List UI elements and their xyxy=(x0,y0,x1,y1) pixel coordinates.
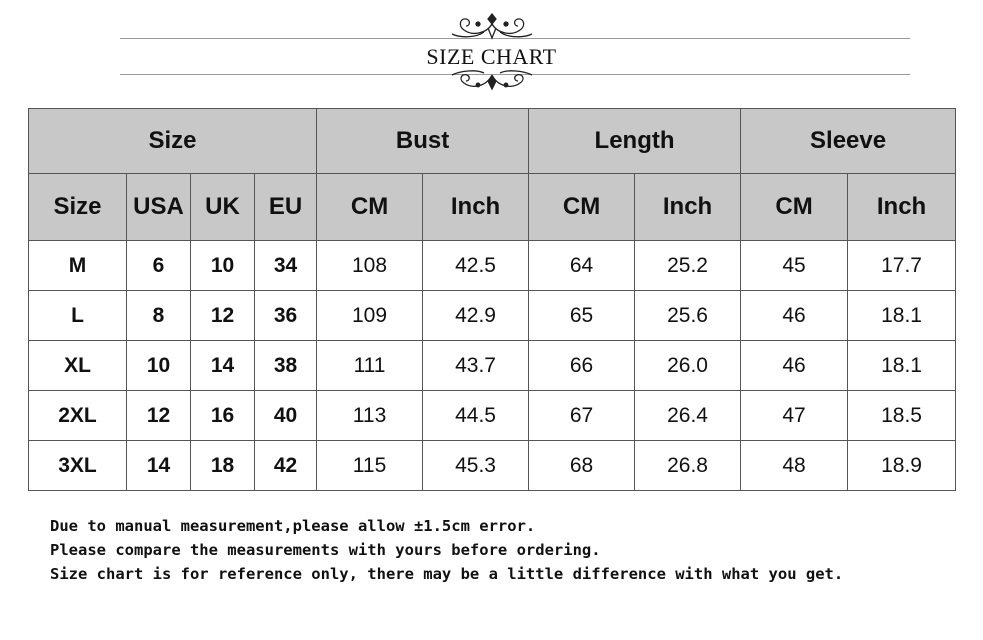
table-cell: 17.7 xyxy=(848,241,956,291)
page-title: SIZE CHART xyxy=(426,44,557,69)
table-cell: 48 xyxy=(741,441,848,491)
table-cell: 115 xyxy=(317,441,423,491)
table-cell: 66 xyxy=(529,341,635,391)
table-cell: 3XL xyxy=(29,441,127,491)
group-header-sleeve: Sleeve xyxy=(741,109,956,174)
table-cell: 64 xyxy=(529,241,635,291)
size-chart-table xyxy=(28,108,956,491)
table-cell: 14 xyxy=(191,341,255,391)
column-header: CM xyxy=(529,174,635,241)
table-cell: 6 xyxy=(127,241,191,291)
group-header-row xyxy=(29,109,956,174)
table-row xyxy=(29,391,956,441)
column-header: Inch xyxy=(635,174,741,241)
table-cell: 16 xyxy=(191,391,255,441)
table-row xyxy=(29,441,956,491)
table-cell: 26.0 xyxy=(635,341,741,391)
table-cell: 46 xyxy=(741,341,848,391)
table-cell: 113 xyxy=(317,391,423,441)
table-cell: 25.6 xyxy=(635,291,741,341)
measurement-notes xyxy=(50,514,843,586)
table-cell: 42.5 xyxy=(423,241,529,291)
table-cell: 8 xyxy=(127,291,191,341)
table-cell: 36 xyxy=(255,291,317,341)
column-header: Inch xyxy=(848,174,956,241)
table-cell: 65 xyxy=(529,291,635,341)
table-row xyxy=(29,341,956,391)
table-cell: 18.1 xyxy=(848,341,956,391)
table-cell: 26.4 xyxy=(635,391,741,441)
ornament-bottom-icon xyxy=(448,69,536,93)
table-cell: 40 xyxy=(255,391,317,441)
table-cell: 10 xyxy=(191,241,255,291)
column-header-row xyxy=(29,174,956,241)
table-cell: 34 xyxy=(255,241,317,291)
table-cell: 18.9 xyxy=(848,441,956,491)
column-header: CM xyxy=(741,174,848,241)
table-cell: 67 xyxy=(529,391,635,441)
column-header: USA xyxy=(127,174,191,241)
table-cell: M xyxy=(29,241,127,291)
table-cell: 46 xyxy=(741,291,848,341)
table-cell: 45 xyxy=(741,241,848,291)
group-header-length: Length xyxy=(529,109,741,174)
table-cell: 25.2 xyxy=(635,241,741,291)
table-cell: 26.8 xyxy=(635,441,741,491)
table-cell: 111 xyxy=(317,341,423,391)
table-cell: 18.1 xyxy=(848,291,956,341)
table-cell: 109 xyxy=(317,291,423,341)
table-row xyxy=(29,291,956,341)
table-cell: 10 xyxy=(127,341,191,391)
table-cell: 2XL xyxy=(29,391,127,441)
column-header: Size xyxy=(29,174,127,241)
table-cell: 42 xyxy=(255,441,317,491)
column-header: CM xyxy=(317,174,423,241)
table-cell: 108 xyxy=(317,241,423,291)
table-cell: 12 xyxy=(127,391,191,441)
column-header: Inch xyxy=(423,174,529,241)
table-cell: 42.9 xyxy=(423,291,529,341)
group-header-size: Size xyxy=(29,109,317,174)
note-line: Please compare the measurements with yours before ordering. xyxy=(50,541,601,559)
group-header-bust: Bust xyxy=(317,109,529,174)
table-cell: 43.7 xyxy=(423,341,529,391)
table-cell: 18 xyxy=(191,441,255,491)
note-line: Due to manual measurement,please allow ±1.5cm error. xyxy=(50,517,536,535)
table-cell: L xyxy=(29,291,127,341)
header xyxy=(0,0,983,100)
table-cell: 47 xyxy=(741,391,848,441)
column-header: EU xyxy=(255,174,317,241)
table-cell: 14 xyxy=(127,441,191,491)
table-cell: 12 xyxy=(191,291,255,341)
column-header: UK xyxy=(191,174,255,241)
table-cell: 44.5 xyxy=(423,391,529,441)
table-cell: 68 xyxy=(529,441,635,491)
table-cell: XL xyxy=(29,341,127,391)
table-cell: 45.3 xyxy=(423,441,529,491)
table-cell: 18.5 xyxy=(848,391,956,441)
table-cell: 38 xyxy=(255,341,317,391)
ornament-top-icon xyxy=(448,10,536,40)
table-row xyxy=(29,241,956,291)
note-line: Size chart is for reference only, there may be a little difference with what you get. xyxy=(50,565,844,583)
